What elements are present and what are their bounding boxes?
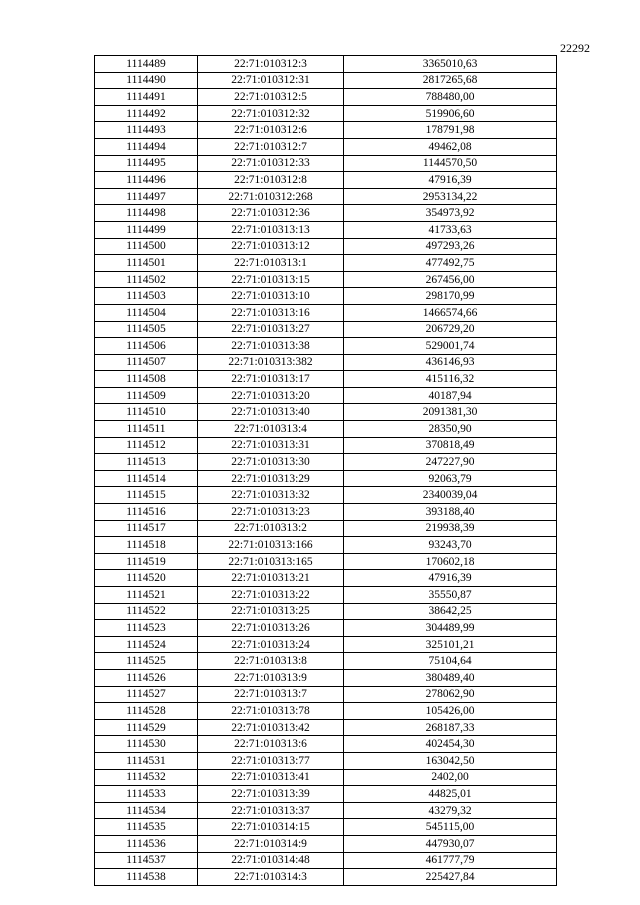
table-row bbox=[95, 122, 557, 139]
table-row bbox=[95, 172, 557, 189]
row-number-cell: 1114495 bbox=[95, 155, 198, 172]
cadastral-value-cell: 497293,26 bbox=[344, 238, 557, 255]
cadastral-number-cell: 22:71:010314:9 bbox=[198, 835, 344, 852]
cadastral-value-cell: 93243,70 bbox=[344, 537, 557, 554]
cadastral-value-cell: 105426,00 bbox=[344, 703, 557, 720]
row-number-cell: 1114514 bbox=[95, 470, 198, 487]
cadastral-number-cell: 22:71:010313:22 bbox=[198, 587, 344, 604]
row-number-cell: 1114537 bbox=[95, 852, 198, 869]
cadastral-number-cell: 22:71:010313:30 bbox=[198, 454, 344, 471]
row-number-cell: 1114518 bbox=[95, 537, 198, 554]
cadastral-value-cell: 178791,98 bbox=[344, 122, 557, 139]
table-row bbox=[95, 636, 557, 653]
cadastral-value-cell: 370818,49 bbox=[344, 437, 557, 454]
cadastral-value-cell: 393188,40 bbox=[344, 504, 557, 521]
row-number-cell: 1114533 bbox=[95, 786, 198, 803]
cadastral-number-cell: 22:71:010313:25 bbox=[198, 603, 344, 620]
cadastral-number-cell: 22:71:010313:16 bbox=[198, 304, 344, 321]
table-row bbox=[95, 686, 557, 703]
cadastral-value-cell: 788480,00 bbox=[344, 89, 557, 106]
cadastral-value-cell: 1144570,50 bbox=[344, 155, 557, 172]
row-number-cell: 1114500 bbox=[95, 238, 198, 255]
cadastral-value-cell: 2953134,22 bbox=[344, 188, 557, 205]
cadastral-value-cell: 267456,00 bbox=[344, 271, 557, 288]
cadastral-value-cell: 28350,90 bbox=[344, 421, 557, 438]
table-row bbox=[95, 205, 557, 222]
table-row bbox=[95, 553, 557, 570]
cadastral-number-cell: 22:71:010312:6 bbox=[198, 122, 344, 139]
table-row bbox=[95, 669, 557, 686]
row-number-cell: 1114504 bbox=[95, 304, 198, 321]
row-number-cell: 1114534 bbox=[95, 802, 198, 819]
cadastral-number-cell: 22:71:010312:7 bbox=[198, 138, 344, 155]
row-number-cell: 1114527 bbox=[95, 686, 198, 703]
row-number-cell: 1114524 bbox=[95, 636, 198, 653]
table-row bbox=[95, 387, 557, 404]
table-row bbox=[95, 221, 557, 238]
cadastral-value-cell: 436146,93 bbox=[344, 354, 557, 371]
table-row bbox=[95, 620, 557, 637]
cadastral-value-cell: 2340039,04 bbox=[344, 487, 557, 504]
cadastral-number-cell: 22:71:010313:23 bbox=[198, 504, 344, 521]
cadastral-number-cell: 22:71:010313:13 bbox=[198, 221, 344, 238]
cadastral-value-cell: 447930,07 bbox=[344, 835, 557, 852]
table-row bbox=[95, 72, 557, 89]
cadastral-value-cell: 415116,32 bbox=[344, 371, 557, 388]
cadastral-value-cell: 163042,50 bbox=[344, 752, 557, 769]
cadastral-number-cell: 22:71:010313:1 bbox=[198, 255, 344, 272]
table-row bbox=[95, 371, 557, 388]
row-number-cell: 1114521 bbox=[95, 587, 198, 604]
table-row bbox=[95, 852, 557, 869]
row-number-cell: 1114516 bbox=[95, 504, 198, 521]
row-number-cell: 1114489 bbox=[95, 56, 198, 73]
table-row bbox=[95, 288, 557, 305]
table-row bbox=[95, 437, 557, 454]
row-number-cell: 1114522 bbox=[95, 603, 198, 620]
cadastral-number-cell: 22:71:010313:29 bbox=[198, 470, 344, 487]
cadastral-number-cell: 22:71:010313:8 bbox=[198, 653, 344, 670]
cadastral-number-cell: 22:71:010312:8 bbox=[198, 172, 344, 189]
row-number-cell: 1114501 bbox=[95, 255, 198, 272]
cadastral-number-cell: 22:71:010313:12 bbox=[198, 238, 344, 255]
row-number-cell: 1114530 bbox=[95, 736, 198, 753]
cadastral-value-cell: 35550,87 bbox=[344, 587, 557, 604]
cadastral-number-cell: 22:71:010313:7 bbox=[198, 686, 344, 703]
cadastral-number-cell: 22:71:010313:40 bbox=[198, 404, 344, 421]
row-number-cell: 1114503 bbox=[95, 288, 198, 305]
cadastral-number-cell: 22:71:010313:32 bbox=[198, 487, 344, 504]
table-row bbox=[95, 421, 557, 438]
row-number-cell: 1114535 bbox=[95, 819, 198, 836]
table-row bbox=[95, 470, 557, 487]
table-row bbox=[95, 504, 557, 521]
cadastral-value-cell: 380489,40 bbox=[344, 669, 557, 686]
cadastral-value-cell: 2817265,68 bbox=[344, 72, 557, 89]
row-number-cell: 1114515 bbox=[95, 487, 198, 504]
table-row bbox=[95, 454, 557, 471]
cadastral-value-cell: 529001,74 bbox=[344, 338, 557, 355]
cadastral-number-cell: 22:71:010313:78 bbox=[198, 703, 344, 720]
table-row bbox=[95, 155, 557, 172]
cadastral-value-cell: 2402,00 bbox=[344, 769, 557, 786]
cadastral-value-cell: 40187,94 bbox=[344, 387, 557, 404]
table-row bbox=[95, 653, 557, 670]
cadastral-value-cell: 278062,90 bbox=[344, 686, 557, 703]
cadastral-number-cell: 22:71:010313:17 bbox=[198, 371, 344, 388]
cadastral-number-cell: 22:71:010312:33 bbox=[198, 155, 344, 172]
cadastral-value-cell: 304489,99 bbox=[344, 620, 557, 637]
cadastral-value-cell: 75104,64 bbox=[344, 653, 557, 670]
table-row bbox=[95, 271, 557, 288]
cadastral-number-cell: 22:71:010313:6 bbox=[198, 736, 344, 753]
cadastral-number-cell: 22:71:010313:4 bbox=[198, 421, 344, 438]
cadastral-value-cell: 3365010,63 bbox=[344, 56, 557, 73]
cadastral-value-cell: 225427,84 bbox=[344, 869, 557, 886]
cadastral-value-cell: 49462,08 bbox=[344, 138, 557, 155]
table-row bbox=[95, 56, 557, 73]
row-number-cell: 1114493 bbox=[95, 122, 198, 139]
table-body bbox=[95, 56, 557, 886]
row-number-cell: 1114490 bbox=[95, 72, 198, 89]
table-row bbox=[95, 819, 557, 836]
row-number-cell: 1114525 bbox=[95, 653, 198, 670]
cadastral-value-cell: 2091381,30 bbox=[344, 404, 557, 421]
table-row bbox=[95, 255, 557, 272]
row-number-cell: 1114492 bbox=[95, 105, 198, 122]
row-number-cell: 1114508 bbox=[95, 371, 198, 388]
cadastral-number-cell: 22:71:010313:26 bbox=[198, 620, 344, 637]
cadastral-value-cell: 206729,20 bbox=[344, 321, 557, 338]
row-number-cell: 1114517 bbox=[95, 520, 198, 537]
table-row bbox=[95, 752, 557, 769]
cadastral-number-cell: 22:71:010313:38 bbox=[198, 338, 344, 355]
cadastral-number-cell: 22:71:010313:31 bbox=[198, 437, 344, 454]
cadastral-value-cell: 519906,60 bbox=[344, 105, 557, 122]
cadastral-number-cell: 22:71:010313:9 bbox=[198, 669, 344, 686]
row-number-cell: 1114532 bbox=[95, 769, 198, 786]
table-row bbox=[95, 487, 557, 504]
cadastral-number-cell: 22:71:010313:24 bbox=[198, 636, 344, 653]
cadastral-number-cell: 22:71:010313:21 bbox=[198, 570, 344, 587]
cadastral-number-cell: 22:71:010313:27 bbox=[198, 321, 344, 338]
cadastral-value-cell: 268187,33 bbox=[344, 719, 557, 736]
row-number-cell: 1114491 bbox=[95, 89, 198, 106]
row-number-cell: 1114520 bbox=[95, 570, 198, 587]
cadastral-number-cell: 22:71:010313:165 bbox=[198, 553, 344, 570]
row-number-cell: 1114512 bbox=[95, 437, 198, 454]
cadastral-value-cell: 545115,00 bbox=[344, 819, 557, 836]
row-number-cell: 1114505 bbox=[95, 321, 198, 338]
table-row bbox=[95, 321, 557, 338]
cadastral-value-cell: 47916,39 bbox=[344, 570, 557, 587]
row-number-cell: 1114538 bbox=[95, 869, 198, 886]
cadastral-value-cell: 44825,01 bbox=[344, 786, 557, 803]
table-row bbox=[95, 802, 557, 819]
cadastral-value-cell: 325101,21 bbox=[344, 636, 557, 653]
row-number-cell: 1114526 bbox=[95, 669, 198, 686]
table-row bbox=[95, 769, 557, 786]
table-row bbox=[95, 537, 557, 554]
table-row bbox=[95, 703, 557, 720]
cadastral-number-cell: 22:71:010312:31 bbox=[198, 72, 344, 89]
row-number-cell: 1114528 bbox=[95, 703, 198, 720]
row-number-cell: 1114511 bbox=[95, 421, 198, 438]
cadastral-number-cell: 22:71:010313:42 bbox=[198, 719, 344, 736]
cadastral-value-cell: 47916,39 bbox=[344, 172, 557, 189]
cadastral-number-cell: 22:71:010313:10 bbox=[198, 288, 344, 305]
cadastral-value-cell: 219938,39 bbox=[344, 520, 557, 537]
table-row bbox=[95, 338, 557, 355]
cadastral-number-cell: 22:71:010313:382 bbox=[198, 354, 344, 371]
row-number-cell: 1114531 bbox=[95, 752, 198, 769]
table-row bbox=[95, 570, 557, 587]
cadastral-number-cell: 22:71:010312:3 bbox=[198, 56, 344, 73]
table-row bbox=[95, 869, 557, 886]
cadastral-number-cell: 22:71:010312:5 bbox=[198, 89, 344, 106]
row-number-cell: 1114536 bbox=[95, 835, 198, 852]
row-number-cell: 1114499 bbox=[95, 221, 198, 238]
table-row bbox=[95, 719, 557, 736]
row-number-cell: 1114519 bbox=[95, 553, 198, 570]
cadastral-number-cell: 22:71:010313:20 bbox=[198, 387, 344, 404]
table-row bbox=[95, 404, 557, 421]
cadastral-value-cell: 247227,90 bbox=[344, 454, 557, 471]
row-number-cell: 1114498 bbox=[95, 205, 198, 222]
cadastral-value-cell: 461777,79 bbox=[344, 852, 557, 869]
cadastral-number-cell: 22:71:010313:15 bbox=[198, 271, 344, 288]
table-row bbox=[95, 835, 557, 852]
table-row bbox=[95, 786, 557, 803]
row-number-cell: 1114523 bbox=[95, 620, 198, 637]
cadastral-value-cell: 43279,32 bbox=[344, 802, 557, 819]
cadastral-value-cell: 170602,18 bbox=[344, 553, 557, 570]
table-row bbox=[95, 587, 557, 604]
row-number-cell: 1114509 bbox=[95, 387, 198, 404]
table-row bbox=[95, 736, 557, 753]
table-row bbox=[95, 238, 557, 255]
table-row bbox=[95, 603, 557, 620]
cadastral-number-cell: 22:71:010312:36 bbox=[198, 205, 344, 222]
cadastral-number-cell: 22:71:010313:41 bbox=[198, 769, 344, 786]
cadastral-number-cell: 22:71:010312:268 bbox=[198, 188, 344, 205]
row-number-cell: 1114497 bbox=[95, 188, 198, 205]
cadastral-value-cell: 298170,99 bbox=[344, 288, 557, 305]
table-row bbox=[95, 304, 557, 321]
cadastral-value-cell: 402454,30 bbox=[344, 736, 557, 753]
cadastral-number-cell: 22:71:010313:37 bbox=[198, 802, 344, 819]
page-number: 22292 bbox=[560, 41, 590, 55]
row-number-cell: 1114496 bbox=[95, 172, 198, 189]
row-number-cell: 1114510 bbox=[95, 404, 198, 421]
cadastral-value-cell: 41733,63 bbox=[344, 221, 557, 238]
row-number-cell: 1114494 bbox=[95, 138, 198, 155]
row-number-cell: 1114507 bbox=[95, 354, 198, 371]
cadastral-value-cell: 1466574,66 bbox=[344, 304, 557, 321]
cadastral-number-cell: 22:71:010313:166 bbox=[198, 537, 344, 554]
cadastral-value-cell: 38642,25 bbox=[344, 603, 557, 620]
table-row bbox=[95, 138, 557, 155]
cadastral-number-cell: 22:71:010313:2 bbox=[198, 520, 344, 537]
row-number-cell: 1114506 bbox=[95, 338, 198, 355]
cadastral-value-cell: 92063,79 bbox=[344, 470, 557, 487]
row-number-cell: 1114529 bbox=[95, 719, 198, 736]
cadastral-number-cell: 22:71:010314:3 bbox=[198, 869, 344, 886]
row-number-cell: 1114513 bbox=[95, 454, 198, 471]
cadastral-number-cell: 22:71:010314:15 bbox=[198, 819, 344, 836]
cadastral-number-cell: 22:71:010313:77 bbox=[198, 752, 344, 769]
table-row bbox=[95, 520, 557, 537]
cadastral-value-table bbox=[94, 55, 557, 886]
cadastral-number-cell: 22:71:010313:39 bbox=[198, 786, 344, 803]
table-row bbox=[95, 354, 557, 371]
cadastral-number-cell: 22:71:010312:32 bbox=[198, 105, 344, 122]
table-row bbox=[95, 105, 557, 122]
cadastral-value-cell: 354973,92 bbox=[344, 205, 557, 222]
table-row bbox=[95, 188, 557, 205]
cadastral-value-cell: 477492,75 bbox=[344, 255, 557, 272]
table-row bbox=[95, 89, 557, 106]
cadastral-number-cell: 22:71:010314:48 bbox=[198, 852, 344, 869]
row-number-cell: 1114502 bbox=[95, 271, 198, 288]
